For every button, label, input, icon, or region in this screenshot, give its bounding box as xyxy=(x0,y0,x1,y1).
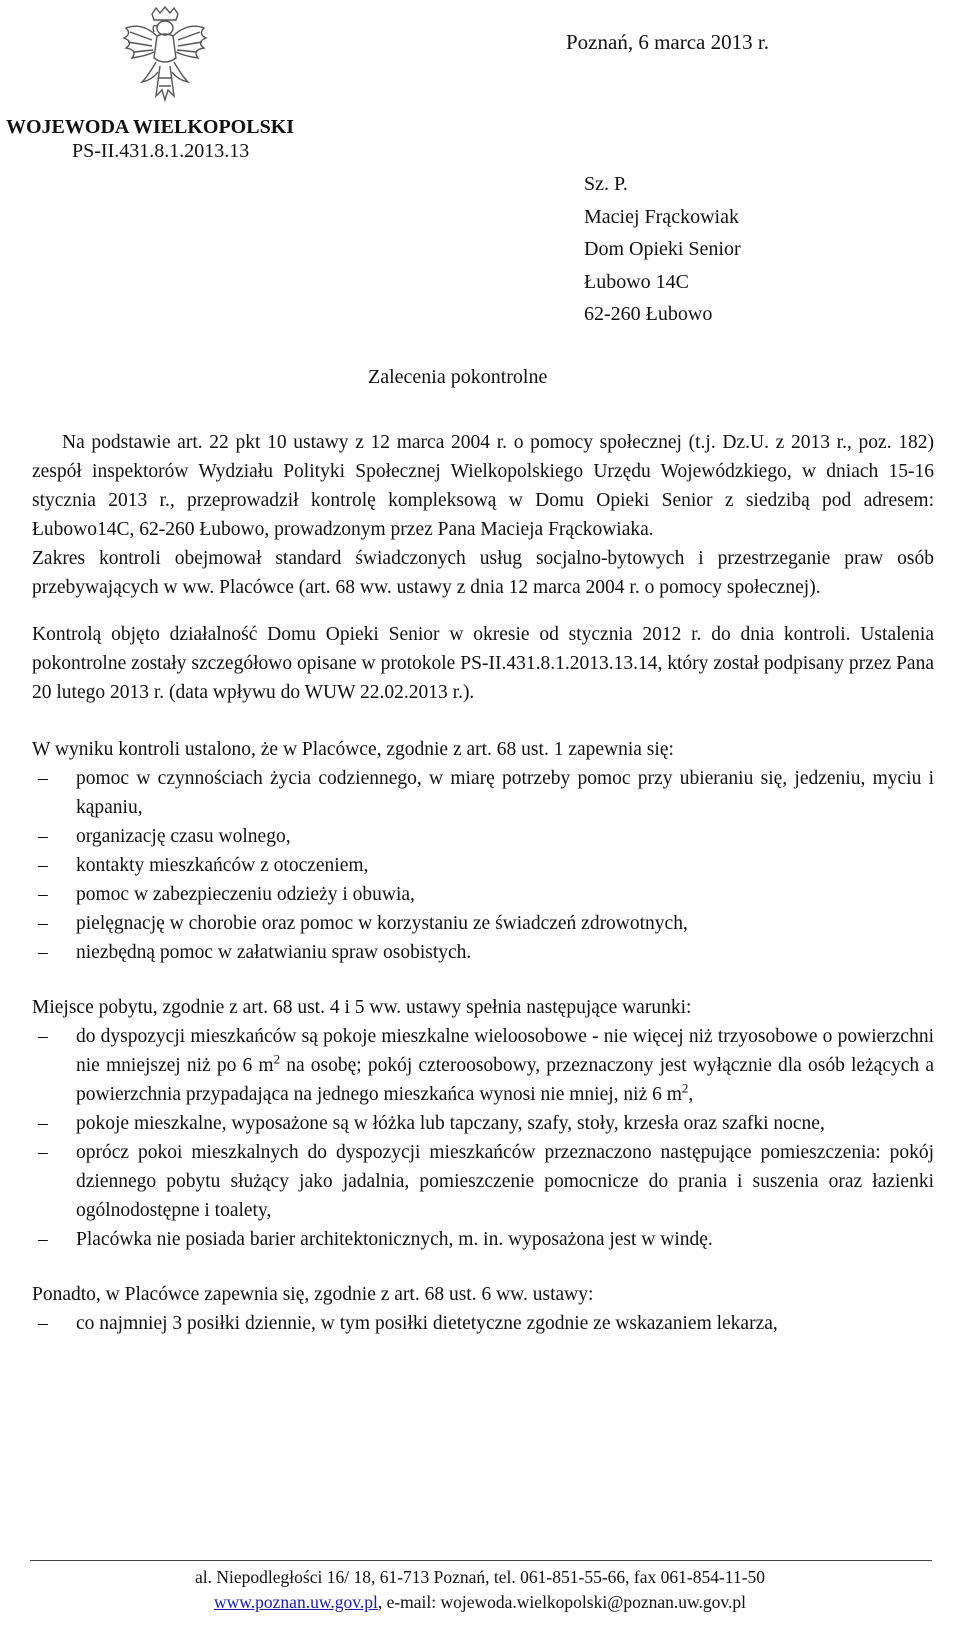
paragraph-legal-basis: Na podstawie art. 22 pkt 10 ustawy z 12 marca 2004 r. o pomocy społecznej (t.j. Dz.U. z 2013 r., poz. 182) zespół inspektorów Wydziału Polityki Społecznej Wielkopolskiego Urzędu Wojewódzkiego, w dniach 15-16 stycznia 2013 r., przeprowadził kontrolę kompleksową w Domu Opieki Senior z siedzibą pod adresem: Łubowo14C, 62-260 Łubowo, prowadzonym przez Pana Macieja Frąckowiaka. xyxy=(32,432,934,540)
paragraph-scope: Zakres kontroli obejmował standard świadczonych usług socjalno-bytowych i przestrzeganie praw osób przebywających w ww. Placówce (art. 68 ww. ustawy z dnia 12 marca 2004 r. o pomocy społecznej). xyxy=(32,548,934,598)
recipient-line: Dom Opieki Senior xyxy=(584,238,741,260)
list-item-text: na osobę; pokój czteroosobowy, przeznaczony jest wyłącznie dla osób leżących a powierzchnia przypadająca na jednego mieszkańca wynosi nie mniej, niż 6 m xyxy=(76,1055,934,1105)
list-item: – pielęgnację w chorobie oraz pomoc w korzystaniu ze świadczeń zdrowotnych, xyxy=(32,909,934,938)
website-link[interactable]: www.poznan.uw.gov.pl xyxy=(214,1592,378,1612)
superscript: 2 xyxy=(273,1051,281,1067)
list-item-text: do dyspozycji mieszkańców są pokoje mieszkalne wieloosobowe - nie więcej niż trzyosobowe o powierzchni nie mniejszej niż po 6 m xyxy=(76,1026,934,1076)
footer-contact xyxy=(0,1590,960,1615)
section2-intro: Miejsce pobytu, zgodnie z art. 68 ust. 4 i 5 ww. ustawy spełnia następujące warunki: xyxy=(32,997,692,1018)
section2-list xyxy=(32,1022,934,1254)
list-item: – niezbędną pomoc w załatwianiu spraw osobistych. xyxy=(32,938,934,967)
document-body xyxy=(32,428,934,1338)
section1-intro: W wyniku kontroli ustalono, że w Placówce, zgodnie z art. 68 ust. 1 zapewnia się: xyxy=(32,739,674,760)
list-item-text: , xyxy=(688,1084,694,1105)
footer-email: , e-mail: wojewoda.wielkopolski@poznan.uw.gov.pl xyxy=(377,1592,746,1612)
list-item: – pomoc w czynnościach życia codziennego, w miarę potrzeby pomoc przy ubieraniu się, jedzeniu, myciu i kąpaniu, xyxy=(32,764,934,822)
document-date: Poznań, 6 marca 2013 r. xyxy=(566,30,769,54)
section3-list xyxy=(32,1309,934,1338)
recipient-line: 62-260 Łubowo xyxy=(584,303,713,325)
list-item: – kontakty mieszkańców z otoczeniem, xyxy=(32,851,934,880)
issuer-office: WOJEWODA WIELKOPOLSKI xyxy=(6,116,295,138)
page-footer xyxy=(0,1565,960,1615)
section3-intro: Ponadto, w Placówce zapewnia się, zgodnie z art. 68 ust. 6 ww. ustawy: xyxy=(32,1284,594,1305)
list-item: – Placówka nie posiada barier architektonicznych, m. in. wyposażona jest w windę. xyxy=(32,1225,934,1254)
list-item: – pokoje mieszkalne, wyposażone są w łóżka lub tapczany, szafy, stoły, krzesła oraz szafki nocne, xyxy=(32,1109,934,1138)
recipient-line: Łubowo 14C xyxy=(584,270,689,293)
recipient-address xyxy=(584,168,741,331)
list-item: – organizację czasu wolnego, xyxy=(32,822,934,851)
footer-divider xyxy=(30,1560,932,1561)
recipient-line: Sz. P. xyxy=(584,173,628,195)
list-item: – oprócz pokoi mieszkalnych do dyspozycji mieszkańców przeznaczono następujące pomieszczenia: pokój dziennego pobytu służący jako jadalnia, pomieszczenie pomocnicze do prania i suszenia oraz łazienki ogólnodostępne i toalety, xyxy=(32,1138,934,1225)
recipient-line: Maciej Frąckowiak xyxy=(584,205,739,228)
case-reference: PS-II.431.8.1.2013.13 xyxy=(72,140,250,162)
polish-eagle-emblem xyxy=(118,6,212,102)
list-item: – pomoc w zabezpieczeniu odzieży i obuwia, xyxy=(32,880,934,909)
document-title: Zalecenia pokontrolne xyxy=(368,366,548,388)
footer-address: al. Niepodległości 16/ 18, 61-713 Poznań, tel. 061-851-55-66, fax 061-854-11-50 xyxy=(195,1567,765,1587)
section1-list xyxy=(32,764,934,967)
list-item: – co najmniej 3 posiłki dziennie, w tym posiłki dietetyczne zgodnie ze wskazaniem lekarza, xyxy=(32,1309,934,1338)
list-item xyxy=(32,1022,934,1109)
superscript: 2 xyxy=(681,1080,689,1096)
paragraph-period: Kontrolą objęto działalność Domu Opieki Senior w okresie od stycznia 2012 r. do dnia kontroli. Ustalenia pokontrolne zostały szczegółowo opisane w protokole PS-II.431.8.1.2013.13.14, który został podpisany przez Pana 20 lutego 2013 r. (data wpływu do WUW 22.02.2013 r.). xyxy=(32,624,934,703)
